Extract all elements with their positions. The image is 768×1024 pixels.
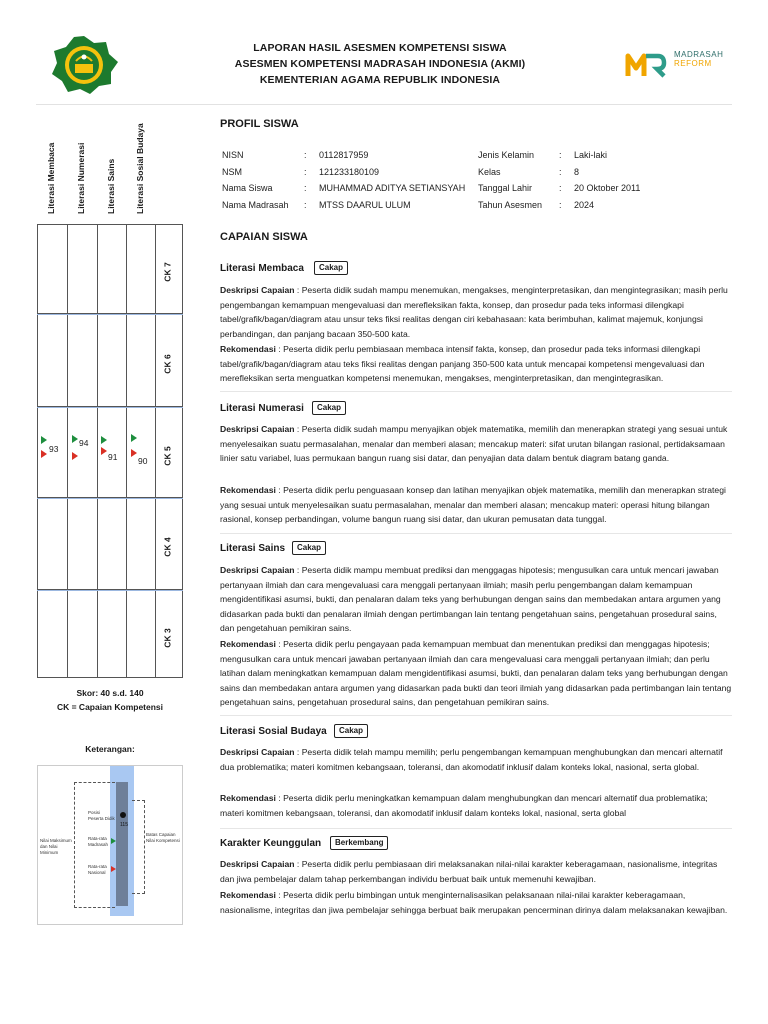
level-line <box>37 589 183 590</box>
level-label-ck7: CK 7 <box>163 262 173 282</box>
section-divider <box>220 715 732 716</box>
subject-title: Literasi Sains <box>220 543 286 554</box>
subject-title: Literasi Sosial Budaya <box>220 726 327 737</box>
level-line <box>37 313 183 314</box>
legend-diagram <box>37 765 183 925</box>
recommendation: Rekomendasi : Peserta didik perlu penguasaan konsep dan latihan menyajikan objek matematika, memilih dan menerapkan strategi yang sesuai untuk menyelesaikan suatu permasalahan, menalar dan memberi alasan; mencakup materi: operasi hitung bilangan rasional, konsep perbandingan, volume bangun ruang sisi datar, dan ukuran pemusatan data tunggal. <box>220 485 726 525</box>
achievement-description: Deskripsi Capaian : Peserta didik sudah mampu menyajikan objek matematika, memilih dan menerapkan strategi yang sesuai untuk menyelesaikan suatu permasalahan, menalar dan memberi alasan; mencakup materi: sifat urutan bilangan rasional, pertidaksamaan linier satu variabel, luas permukaan bangun ruang sisi datar, dan penyajian data dalam bentuk diagram batang ganda. <box>220 424 728 464</box>
level-line <box>37 406 183 407</box>
level-label-ck3: CK 3 <box>163 628 173 648</box>
level-badge: Cakap <box>292 541 326 555</box>
subject-title: Karakter Keunggulan <box>220 838 322 849</box>
legend-green-marker <box>111 838 116 844</box>
achievement-description: Deskripsi Capaian : Peserta didik telah mampu memilih; perlu pengembangan kemampuan menghubungkan dan mencari alternatif dua problematika; materi komitmen kebangsaan, toleransi, dan akomodatif inklusif dalam konteks lokal, nasional, serta global. <box>220 747 723 772</box>
column-label-numerasi: Literasi Numerasi <box>76 142 86 214</box>
level-badge: Cakap <box>314 261 348 275</box>
profile-label: Tahun Asesmen <box>478 200 543 210</box>
score-sosial-budaya: 90 <box>138 456 148 466</box>
subject-title: Literasi Membaca <box>220 263 304 274</box>
grid-vline <box>97 224 98 678</box>
national-avg-marker <box>72 452 78 460</box>
score-numerasi: 94 <box>79 438 89 448</box>
legend-max-min: Nilai Maksimum dan Nilai Minimum <box>40 838 72 855</box>
profile-value-birthdate: 20 Oktober 2011 <box>574 183 641 193</box>
national-avg-marker <box>131 449 137 457</box>
recommendation: Rekomendasi : Peserta didik perlu pembiasaan membaca intensif fakta, konsep, dan prosedur pada teks informasi dilengkapi tabel/grafik/bagan/diagram atau teks fiksi realitas dengan panjang 350-500 kata untuk mencapai kompetensi mengevaluasi dan merefleksikan serta menguatkan kompetensi menemukan, mengakses, menginterpretasikan, dan mengintegrasikan. <box>220 344 705 384</box>
column-label-sosial-budaya: Literasi Sosial Budaya <box>135 123 145 214</box>
level-label-ck4: CK 4 <box>163 537 173 557</box>
score-sains: 91 <box>108 452 118 462</box>
recommendation: Rekomendasi : Peserta didik perlu bimbingan untuk menginternalisasikan pelaksanaan nilai-nilai karakter keberagamaan, nasionalisme, integritas dan jiwa pembelajar sehingga berbuat baik merupakan pencerminan dirinya dalam melaksanakan kewajiban. <box>220 890 728 915</box>
profile-colon: : <box>304 200 307 210</box>
profile-label: NSM <box>222 167 242 177</box>
legend-competency-limit: Batas Capaian Nilai Kompetensi <box>146 832 180 843</box>
legend-title: Keterangan: <box>85 744 135 754</box>
profile-colon: : <box>559 167 562 177</box>
national-avg-marker <box>101 447 107 455</box>
profile-colon: : <box>304 150 307 160</box>
profile-value-gender: Laki-laki <box>574 150 608 160</box>
madrasah-avg-marker <box>101 436 107 444</box>
legend-madrasah-avg: Rata-rata Madrasah <box>88 836 109 847</box>
header-line-2: ASESMEN KOMPETENSI MADRASAH INDONESIA (AKMI) <box>234 58 526 70</box>
madrasah-avg-marker <box>131 434 137 442</box>
level-label-ck5: CK 5 <box>163 446 173 466</box>
level-line <box>37 497 183 498</box>
profile-label: Kelas <box>478 167 501 177</box>
score-range: Skor: 40 s.d. 140 <box>76 688 144 698</box>
achievement-title: CAPAIAN SISWA <box>220 231 308 243</box>
subject-title: Literasi Numerasi <box>220 403 304 414</box>
report-header <box>200 40 560 88</box>
profile-colon: : <box>559 200 562 210</box>
profile-colon: : <box>304 167 307 177</box>
level-badge: Cakap <box>312 401 346 415</box>
profile-colon: : <box>559 150 562 160</box>
madrasah-avg-marker <box>41 436 47 444</box>
kemenag-logo <box>48 34 120 96</box>
legend-student-pos: Posisi Peserta Didik <box>88 810 115 821</box>
recommendation: Rekomendasi : Peserta didik perlu meningkatkan kemampuan dalam menghubungkan dan mencari alternatif dua problematika; materi komitmen kebangsaan, toleransi, dan akomodatif inklusif dalam konteks lokal, nasional, serta global <box>220 793 708 818</box>
section-divider <box>220 533 732 534</box>
header-divider <box>36 104 732 105</box>
achievement-description: Deskripsi Capaian : Peserta didik sudah mampu menemukan, mengakses, menginterpretasikan, dan mengintegrasikan; masih perlu pengembangan kemampuan mengevaluasi dan merefleksikan fakta, konsep, dan prosedur pada teks informasi dilengkapi tabel/grafik/bagan/diagram atau unsur teks fiksi realitas dengan ciri kebahasaan: kata berimbuhan, kalimat majemuk, konjungsi perbandingan, dan panjang bacaan 350-500 kata. <box>220 285 728 339</box>
grid-vline <box>67 224 68 678</box>
profile-label: Tanggal Lahir <box>478 183 533 193</box>
madrasah-avg-marker <box>72 435 78 443</box>
legend-national-avg: Rata-rata Nasional <box>88 864 107 875</box>
profile-label: NISN <box>222 150 244 160</box>
range-bar <box>116 782 128 906</box>
column-label-sains: Literasi Sains <box>106 158 116 214</box>
profile-value-class: 8 <box>574 167 580 177</box>
level-badge: Berkembang <box>330 836 388 850</box>
limit-bracket <box>132 800 145 894</box>
profile-label: Jenis Kelamin <box>478 150 535 160</box>
column-label-membaca: Literasi Membaca <box>46 142 56 214</box>
logo-text-1: MADRASAH <box>674 50 724 59</box>
recommendation: Rekomendasi : Peserta didik perlu pengayaan pada kemampuan membuat dan menentukan prediksi dan menggagas hipotesis; mengusulkan cara untuk mencari jawaban pertanyaan ilmiah dan cara mengevaluasi cara menggali pertanyaan ilmiah; dan perlu latihan dalam meningkatkan kemampuan dalam mengidentifikasi asumsi, bukti, dan penalaran dalam teks yang berhubungan dengan sains dan membedakan antara argumen yang didasarkan pada bukti dan teori ilmiah yang didasarkan pada pertimbangan lain tentang pengetahuan sains, pengetahuan prosedural sains, dan pengetahuan pemikiran sains. <box>220 639 732 708</box>
profile-label: Nama Madrasah <box>222 200 289 210</box>
profile-title: PROFIL SISWA <box>220 118 299 130</box>
header-line-3: KEMENTERIAN AGAMA REPUBLIK INDONESIA <box>259 74 501 86</box>
profile-value-year: 2024 <box>574 200 595 210</box>
profile-colon: : <box>559 183 562 193</box>
student-value: 115 <box>120 822 128 828</box>
legend-red-marker <box>111 866 116 872</box>
madrasah-reform-logo <box>624 46 734 84</box>
ck-note: CK = Capaian Kompetensi <box>56 702 164 712</box>
student-dot <box>120 812 126 818</box>
grid-vline <box>155 224 156 678</box>
score-membaca: 93 <box>49 444 59 454</box>
national-avg-marker <box>41 450 47 458</box>
section-divider <box>220 391 732 392</box>
logo-text-2: REFORM <box>674 59 712 68</box>
profile-value-nisn: 0112817959 <box>319 150 369 160</box>
level-badge: Cakap <box>334 724 368 738</box>
level-label-ck6: CK 6 <box>163 354 173 374</box>
header-line-1: LAPORAN HASIL ASESMEN KOMPETENSI SISWA <box>253 42 507 54</box>
profile-label: Nama Siswa <box>222 183 273 193</box>
profile-value-name: MUHAMMAD ADITYA SETIANSYAH <box>319 183 466 193</box>
profile-value-madrasah: MTSS DAARUL ULUM <box>319 200 411 210</box>
section-divider <box>220 828 732 829</box>
achievement-description: Deskripsi Capaian : Peserta didik perlu pembiasaan diri melaksanakan nilai-nilai karakter keberagamaan, nasionalisme, integritas dan jiwa pembelajar dalam tahap perkembangan individu berbuat baik untuk memenuhi kewajiban. <box>220 859 718 884</box>
profile-value-nsm: 121233180109 <box>319 167 380 177</box>
grid-vline <box>126 224 127 678</box>
profile-colon: : <box>304 183 307 193</box>
achievement-description: Deskripsi Capaian : Peserta didik mampu membuat prediksi dan menggagas hipotesis; mengusulkan cara untuk mencari jawaban pertanyaan ilmiah dan cara mengevaluasi cara menggali pertanyaan ilmiah; masih perlu pengembangan dalam kemampuan mengidentifikasi asumsi, bukti, dan penalaran dalam teks yang berhubungan dengan sains dan membedakan antara argumen yang didasarkan pada bukti dan penalaran ilmiah dengan pertimbangan lain tentang pengetahuan sains, pengetahuan prosedural sains, dan pengetahuan pemikiran sains. <box>220 565 721 634</box>
